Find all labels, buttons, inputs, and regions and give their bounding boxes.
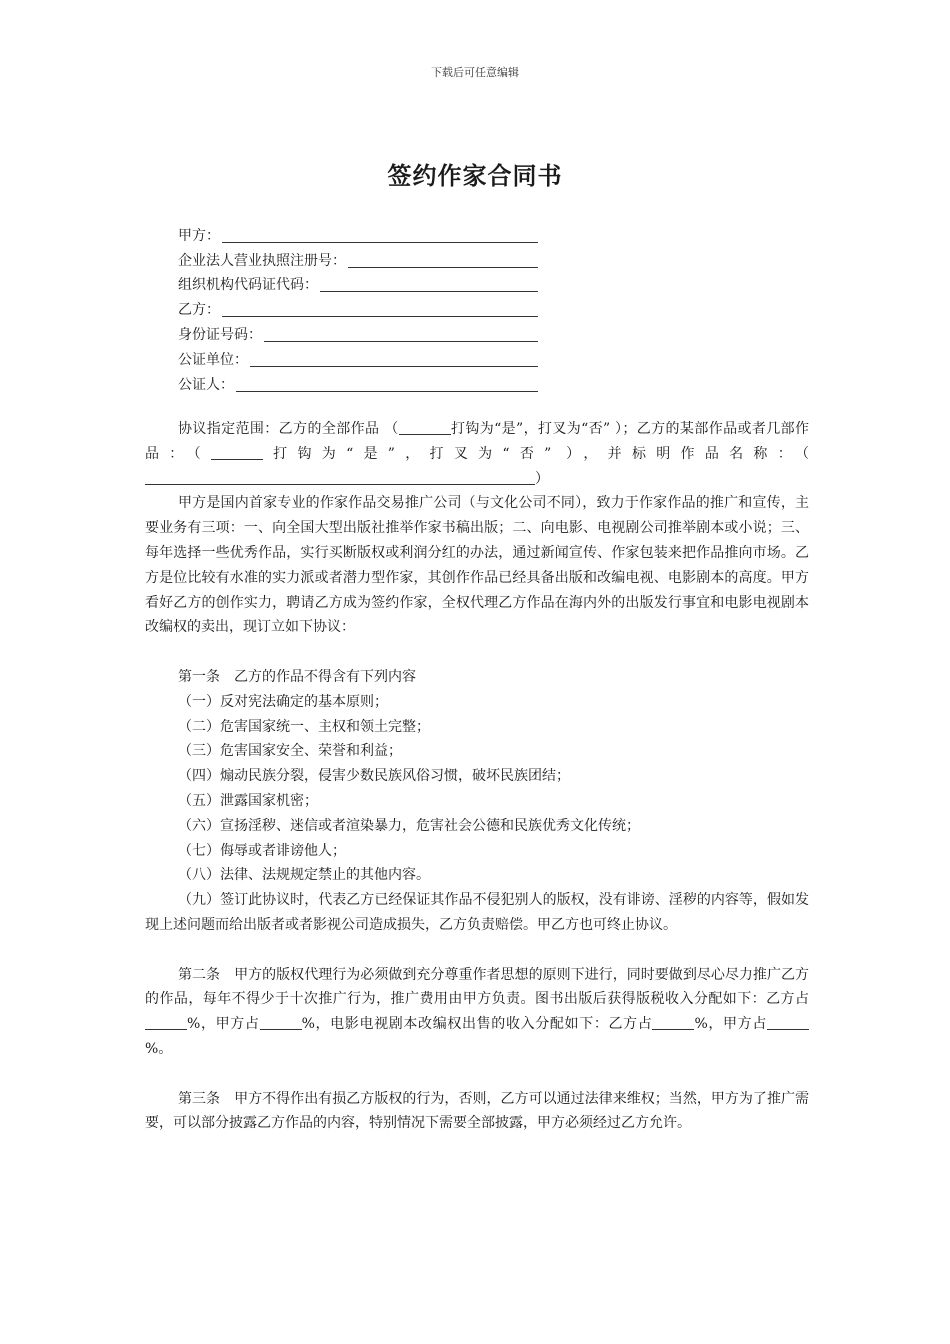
scope-text-2: 打钩为“是”，打叉为“否” ）；乙方的某部作品或者几部作品：（ — [145, 421, 809, 462]
article2-paragraph — [145, 963, 809, 1062]
scope-paragraph — [145, 417, 809, 491]
scope-blank-some[interactable] — [211, 445, 263, 460]
field-label: 公证单位： — [178, 351, 248, 368]
field-blank[interactable] — [236, 377, 538, 392]
field-party-a — [178, 222, 538, 247]
field-label: 甲方： — [178, 227, 220, 244]
article1-item: （六）宣扬淫秽、迷信或者渲染暴力，危害社会公德和民族优秀文化传统； — [178, 817, 640, 834]
intro-paragraph: 甲方是国内首家专业的作家作品交易推广公司（与文化公司不同），致力于作家作品的推广和宣传，主要业务有三项：一、向全国大型出版社推举作家书稿出版；二、向电影、电视剧公司推举剧本或小说；三、每年选择一些优秀作品，实行买断版权或利润分红的办法，通过新闻宣传、作家包装来把作品推向市场。乙方是位比较有水准的实力派或者潜力型作家，其创作作品已经具备出版和改编电视、电影剧本的高度。甲方看好乙方的创作实力，聘请乙方成为签约作家，全权代理乙方作品在海内外的出版发行事宜和电影电视剧本改编权的卖出，现订立如下协议： — [145, 495, 809, 636]
article3-paragraph: 第三条 甲方不得作出有损乙方版权的行为，否则，乙方可以通过法律来维权；当然，甲方为了推广需要，可以部分披露乙方作品的内容，特别情况下需要全部披露，甲方必须经过乙方允许。 — [145, 1090, 809, 1132]
field-org-code — [178, 272, 538, 297]
article2-text-5: %。 — [145, 1040, 173, 1057]
field-label: 身份证号码： — [178, 326, 262, 343]
field-blank[interactable] — [348, 253, 538, 268]
scope-blank-all[interactable] — [399, 420, 451, 435]
scope-text-1: 协议指定范围：乙方的全部作品 （ — [178, 421, 399, 437]
article1-item: （五）泄露国家机密； — [178, 792, 318, 809]
pct-blank-film-b[interactable] — [652, 1015, 694, 1030]
party-fields — [178, 222, 538, 396]
field-blank[interactable] — [222, 228, 538, 243]
article1-heading: 第一条 乙方的作品不得含有下列内容 — [178, 668, 416, 685]
header-note: 下载后可任意编辑 — [431, 66, 519, 79]
contract-body — [145, 417, 809, 1136]
scope-text-4: ） — [535, 470, 549, 487]
pct-blank-book-a[interactable] — [260, 1015, 302, 1030]
article2-text-2: %，甲方占 — [187, 1016, 260, 1033]
field-label: 企业法人营业执照注册号： — [178, 252, 346, 269]
article1-item: （八）法律、法规规定禁止的其他内容。 — [178, 867, 430, 884]
field-blank[interactable] — [320, 277, 538, 292]
field-notary — [178, 371, 538, 396]
article2-text-4: %，甲方占 — [694, 1016, 767, 1033]
field-blank[interactable] — [250, 352, 538, 367]
article1-item: （四）煽动民族分裂，侵害少数民族风俗习惯，破坏民族团结； — [178, 768, 570, 785]
field-label: 公证人： — [178, 376, 234, 393]
article1-item: （二）危害国家统一、主权和领土完整； — [178, 718, 430, 735]
article2-text-1: 第二条 甲方的版权代理行为必须做到充分尊重作者思想的原则下进行，同时要做到尽心尽力推广乙方的作品，每年不得少于十次推广行为，推广费用由甲方负责。图书出版后获得版税收入分配如下：乙方占 — [145, 966, 809, 1008]
article1-item: （三）危害国家安全、荣誉和利益； — [178, 743, 402, 760]
field-label: 组织机构代码证代码： — [178, 277, 318, 294]
field-party-b — [178, 296, 538, 321]
field-blank[interactable] — [264, 327, 538, 342]
article1-item-9: （九）签订此协议时，代表乙方已经保证其作品不侵犯别人的版权，没有诽谤、淫秽的内容等，假如发现上述问题而给出版者或者影视公司造成损失，乙方负责赔偿。甲乙方也可终止协议。 — [145, 892, 809, 933]
pct-blank-film-a[interactable] — [767, 1015, 809, 1030]
field-label: 乙方： — [178, 302, 220, 319]
document-title: 签约作家合同书 — [387, 162, 563, 190]
article1-item: （七）侮辱或者诽谤他人； — [178, 842, 346, 859]
pct-blank-book-b[interactable] — [145, 1015, 187, 1030]
field-id-number — [178, 321, 538, 346]
scope-text-3: 打钩为“是”，打叉为“否” ），并标明作品名称：（ — [262, 445, 810, 462]
article1-item: （一）反对宪法确定的基本原则； — [178, 693, 388, 710]
field-notary-unit — [178, 346, 538, 371]
scope-blank-titles[interactable] — [145, 470, 535, 485]
field-business-license — [178, 247, 538, 272]
article2-text-3: %，电影电视剧本改编权出售的收入分配如下：乙方占 — [301, 1016, 653, 1033]
field-blank[interactable] — [222, 302, 538, 317]
